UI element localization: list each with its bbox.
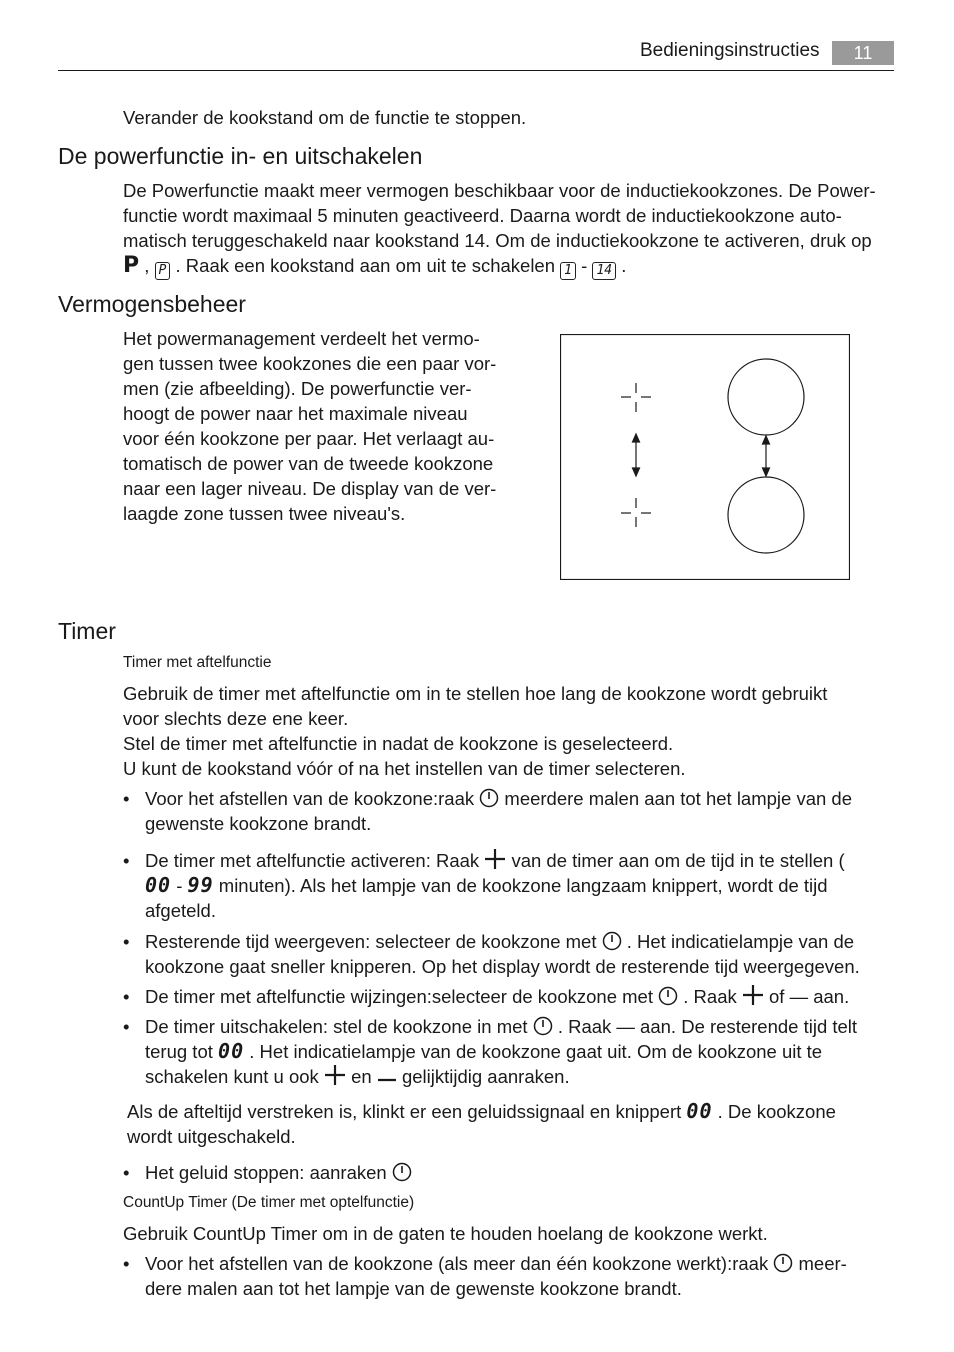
heading-timer: Timer: [58, 618, 116, 644]
bullet-text: -: [176, 875, 183, 896]
timer-icon: [533, 1016, 553, 1036]
countup-p: Gebruik CountUp Timer om in de gaten te houden hoelang de kookzone werkt.: [123, 1223, 768, 1244]
power-line-4-text: . Raak een kookstand aan om uit te schakelen: [175, 255, 556, 276]
bullet-label: De timer uitschakelen:: [145, 1016, 329, 1037]
timer-p1-line-1: Gebruik de timer met aftelfunctie om in te stellen hoe lang de kookzone wordt gebruikt: [123, 683, 828, 704]
bullet-label: De timer met aftelfunctie wijzingen:: [145, 986, 432, 1007]
power-management-diagram: [560, 334, 850, 580]
bullet-text: aanraken: [309, 1162, 387, 1183]
timer-icon: [773, 1253, 793, 1273]
bullet-text: . Raak — aan. De resterende tijd telt: [557, 1016, 858, 1037]
plus-icon: [742, 984, 764, 1006]
bullet-text: dere malen aan tot het lampje van de gewenste kookzone brandt.: [145, 1278, 682, 1299]
power-line-1: De Powerfunctie maakt meer vermogen beschikbaar voor de inductiekookzones. De Power-: [123, 180, 876, 201]
bullet-text: . Het indicatielampje van de kookzone gaat uit. Om de kookzone uit te: [249, 1041, 823, 1062]
bullet-text: meerdere malen aan tot het lampje van de: [504, 788, 853, 809]
minus-icon: [377, 1074, 397, 1086]
display-14: 14: [592, 262, 616, 280]
bullet-text: gewenste kookzone brandt.: [145, 813, 372, 834]
bullet-dot: •: [123, 1016, 130, 1037]
timer-icon: [479, 788, 499, 808]
power-line-3: matisch teruggeschakeld naar kookstand 14. Om de inductiekookzone te activeren, druk op: [123, 230, 872, 251]
header-rule: [58, 70, 894, 71]
display-1: 1: [560, 262, 576, 280]
bullet-text: selecteer de kookzone met: [375, 931, 597, 952]
power-symbol: P: [123, 253, 140, 278]
display-p: P: [155, 262, 171, 280]
bullet-dot: •: [123, 986, 130, 1007]
plus-icon: [484, 848, 506, 870]
intro-line: Verander de kookstand om de functie te stoppen.: [123, 107, 527, 128]
bullet-text: . Raak: [683, 986, 737, 1007]
bullet-text: gelijktijdig aanraken.: [401, 1066, 570, 1087]
display-00: 00: [145, 873, 172, 897]
bullet-text: en: [351, 1066, 372, 1087]
pm-line-7: naar een lager niveau. De display van de ver-: [123, 478, 497, 499]
diagram-frame: [561, 335, 850, 580]
cooking-zone-marker-top: [621, 383, 651, 412]
double-arrow-left: [633, 434, 640, 476]
power-line-4: [123, 253, 626, 280]
bullet-text: Raak: [435, 850, 480, 871]
timer-p1-line-2: voor slechts deze ene keer.: [123, 708, 349, 729]
bullet-text: afgeteld.: [145, 900, 216, 921]
pm-line-8: laagde zone tussen twee niveau's.: [123, 503, 406, 524]
pm-line-6: tomatisch de power van de tweede kookzone: [123, 453, 494, 474]
plus-icon: [324, 1064, 346, 1086]
power-line-4-end: .: [621, 255, 627, 276]
sep-comma: ,: [144, 255, 150, 276]
bullet-text: kookzone gaat sneller knipperen. Op het display wordt de resterende tijd weergegeven.: [145, 956, 860, 977]
pm-line-5: voor één kookzone per paar. Het verlaagt au-: [123, 428, 495, 449]
display-00: 00: [686, 1099, 713, 1123]
subheading-countup: CountUp Timer (De timer met optelfunctie): [123, 1194, 415, 1211]
bullet-text: of — aan.: [769, 986, 850, 1007]
timer-icon: [602, 931, 622, 951]
timer-p4-line-2: wordt uitgeschakeld.: [127, 1126, 296, 1147]
bullet-text: selecteer de kookzone met: [431, 986, 653, 1007]
bullet-dot: •: [123, 931, 130, 952]
pm-line-1: Het powermanagement verdeelt het vermo-: [123, 328, 480, 349]
display-99: 99: [187, 873, 214, 897]
pm-line-3: men (zie afbeelding). De powerfunctie ver-: [123, 378, 472, 399]
bullet-text: . Het indicatielampje van de: [626, 931, 855, 952]
bullet-text: terug tot: [145, 1041, 213, 1062]
cooking-zone-circle-top: [728, 359, 804, 435]
bullet-text: raak: [438, 788, 475, 809]
sep-dash: -: [581, 255, 588, 276]
bullet-label: Het geluid stoppen:: [145, 1162, 305, 1183]
display-00: 00: [218, 1039, 245, 1063]
timer-p4-line-1: [127, 1099, 836, 1124]
bullet-dot: •: [123, 788, 130, 809]
power-line-2: functie wordt maximaal 5 minuten geactiveerd. Daarna wordt de inductiekookzone auto-: [123, 205, 842, 226]
bullet-label: Voor het afstellen van de kookzone:: [145, 788, 439, 809]
bullet-dot: •: [123, 1253, 130, 1274]
bullet-text: schakelen kunt u ook: [145, 1066, 319, 1087]
cooking-zone-circle-bottom: [728, 477, 804, 553]
timer-icon: [658, 986, 678, 1006]
pm-line-2: gen tussen twee kookzones die een paar vor-: [123, 353, 497, 374]
heading-vermogensbeheer: Vermogensbeheer: [58, 291, 246, 317]
bullet-text: van de timer aan om de tijd in te stellen (: [511, 850, 845, 871]
bullet-dot: •: [123, 850, 130, 871]
subheading-aftelfunctie: Timer met aftelfunctie: [123, 654, 272, 671]
cooking-zone-marker-bottom: [621, 498, 651, 527]
timer-p2: Stel de timer met aftelfunctie in nadat de kookzone is geselecteerd.: [123, 733, 674, 754]
pm-line-4: hoogt de power naar het maximale niveau: [123, 403, 468, 424]
bullet-text: raak: [732, 1253, 769, 1274]
bullet-text: meer-: [798, 1253, 847, 1274]
bullet-label: Voor het afstellen van de kookzone (als meer dan één kookzone werkt):: [145, 1253, 733, 1274]
timer-p3: U kunt de kookstand vóór of na het instellen van de timer selecteren.: [123, 758, 686, 779]
bullet-label: Resterende tijd weergeven:: [145, 931, 371, 952]
bullet-text: stel de kookzone in met: [333, 1016, 528, 1037]
timer-p4-text: Als de afteltijd verstreken is, klinkt er een geluidssignaal en knippert: [127, 1101, 682, 1122]
timer-p4-text: . De kookzone: [717, 1101, 836, 1122]
timer-icon: [392, 1162, 412, 1182]
bullet-text: minuten). Als het lampje van de kookzone langzaam knippert, wordt de tijd: [218, 875, 828, 896]
bullet-label: De timer met aftelfunctie activeren:: [145, 850, 431, 871]
running-header: Bedieningsinstructies: [640, 40, 820, 61]
heading-powerfunctie: De powerfunctie in- en uitschakelen: [58, 143, 423, 169]
double-arrow-right: [763, 436, 770, 476]
bullet-dot: •: [123, 1162, 130, 1183]
page-number: 11: [832, 41, 894, 65]
